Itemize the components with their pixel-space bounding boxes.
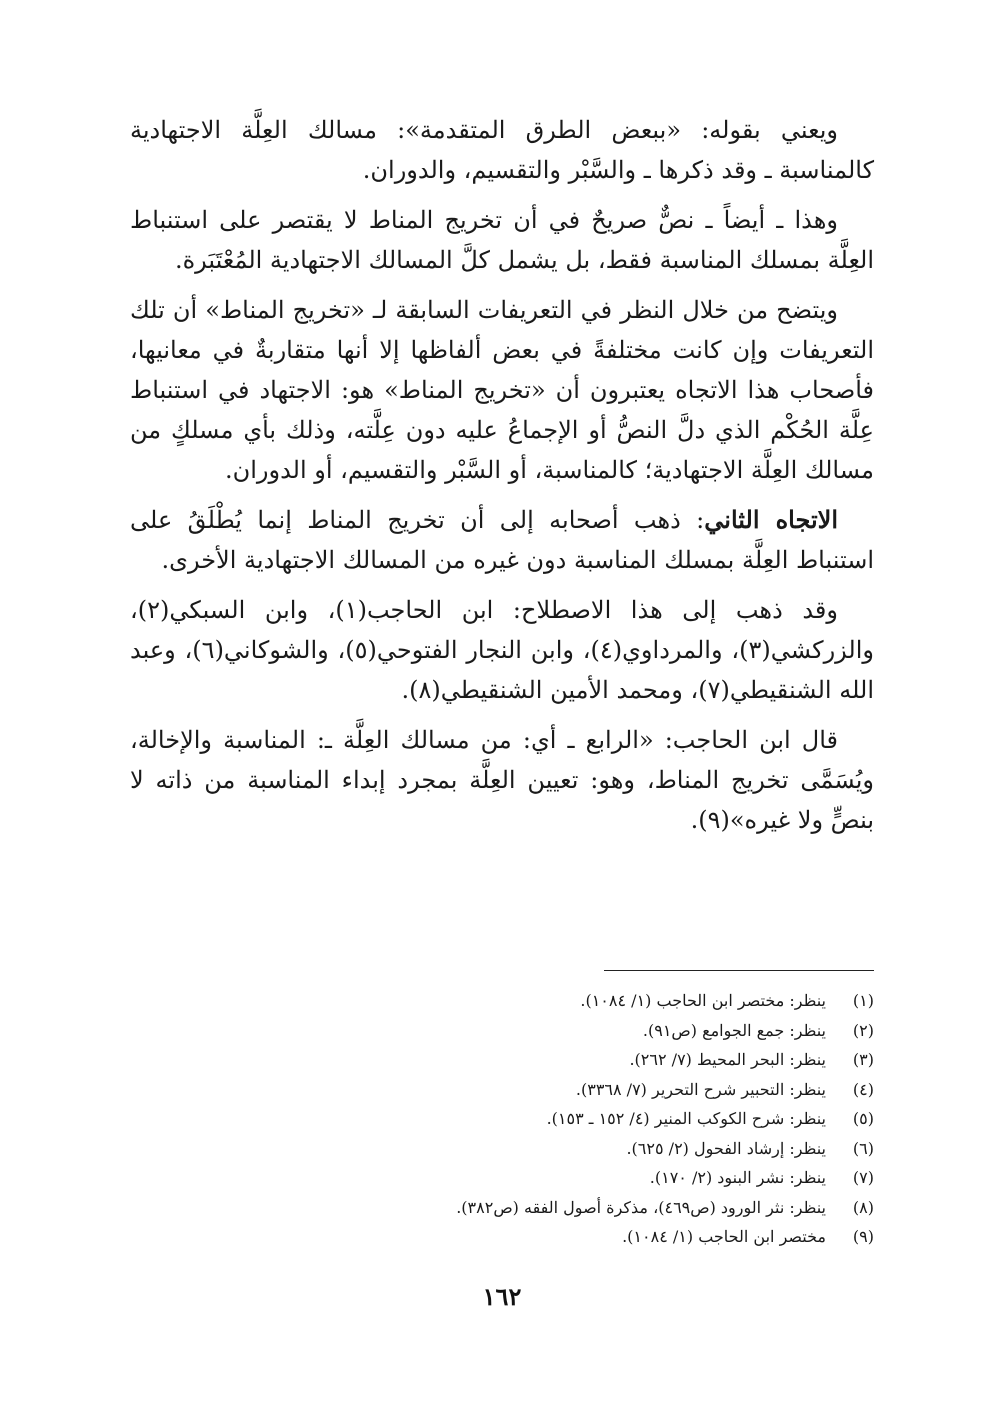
footnote: [130, 1222, 874, 1252]
footnote: [130, 1045, 874, 1075]
footnote-text: ينظر: إرشاد الفحول (٢/ ٦٢٥).: [626, 1138, 826, 1158]
footnote-number: (٢): [852, 1020, 874, 1040]
footnote-number: (٩): [852, 1227, 874, 1246]
footnote-separator: [604, 970, 874, 971]
paragraph-5: وقد ذهب إلى هذا الاصطلاح: ابن الحاجب(١)، وابن السبكي(٢)، والزركشي(٣)، والمرداوي(٤)، وابن النجار الفتوحي(٥)، والشوكاني(٦)، وعبد الله الشنقيطي(٧)، ومحمد الأمين الشنقيطي(٨).: [130, 596, 874, 704]
footnote-text: ينظر: شرح الكوكب المنير (٤/ ١٥٢ ـ ١٥٣).: [546, 1109, 826, 1128]
footnote: [130, 1016, 874, 1046]
footnote-text: مختصر ابن الحاجب (١/ ١٠٨٤).: [622, 1227, 826, 1246]
footnote-number: (٧): [852, 1168, 874, 1187]
main-text: [130, 110, 874, 850]
footnote: [130, 1193, 874, 1223]
footnote: [130, 1163, 874, 1193]
footnote: [130, 1104, 874, 1134]
paragraph-3: ويتضح من خلال النظر في التعريفات السابقة لـ «تخريج المناط» أن تلك التعريفات وإن كانت مختلفةً في بعض ألفاظها إلا أنها متقاربةٌ في معانيها، فأصحاب هذا الاتجاه يعتبرون أن «تخريج المناط» هو: الاجتهاد في استنباط عِلَّة الحُكْم الذي دلَّ النصُّ أو الإجماعُ عليه دون عِلَّته، وذلك بأي مسلكٍ من مسالك العِلَّة الاجتهادية؛ كالمناسبة، أو السَّبْر والتقسيم، أو الدوران.: [130, 296, 874, 484]
paragraph-4: [130, 500, 874, 580]
footnotes: [130, 986, 874, 1252]
footnote-number: (٦): [852, 1138, 874, 1158]
footnote-text: ينظر: نثر الورود (ص٤٦٩)، مذكرة أصول الفقه (ص٣٨٢).: [456, 1197, 826, 1217]
footnote-text: ينظر: نشر البنود (٢/ ١٧٠).: [649, 1168, 826, 1187]
footnote-text: ينظر: جمع الجوامع (ص٩١).: [642, 1020, 826, 1040]
footnote-number: (١): [852, 991, 874, 1010]
footnote: [130, 1075, 874, 1105]
footnote-text: ينظر: مختصر ابن الحاجب (١/ ١٠٨٤).: [580, 991, 826, 1010]
section-heading-inline: الاتجاه الثاني: [704, 505, 838, 534]
paragraph-4-text: : ذهب أصحابه إلى أن تخريج المناط إنما يُطْلَقُ على استنباط العِلَّة بمسلك المناسبة دون غيره من المسالك الاجتهادية الأخرى.: [130, 506, 874, 574]
footnote-text: ينظر: البحر المحيط (٧/ ٢٦٢).: [629, 1050, 826, 1069]
page-number: ١٦٢: [482, 1282, 522, 1311]
footnote-number: (٥): [852, 1109, 874, 1128]
paragraph-6: قال ابن الحاجب: «الرابع ـ أي: من مسالك العِلَّة ـ: المناسبة والإخالة، ويُسَمَّى تخريج المناط، وهو: تعيين العِلَّة بمجرد إبداء المناسبة من ذاته لا بنصٍّ ولا غيره»(٩).: [130, 726, 874, 834]
footnote-text: ينظر: التحبير شرح التحرير (٧/ ٣٣٦٨).: [575, 1079, 826, 1099]
paragraph-1: ويعني بقوله: «ببعض الطرق المتقدمة»: مسالك العِلَّة الاجتهادية كالمناسبة ـ وقد ذكرها ـ والسَّبْر والتقسيم، والدوران.: [130, 116, 874, 184]
paragraph-2: وهذا ـ أيضاً ـ نصٌّ صريحٌ في أن تخريج المناط لا يقتصر على استنباط العِلَّة بمسلك المناسبة فقط، بل يشمل كلَّ المسالك الاجتهادية المُعْتَبَرة.: [130, 206, 874, 274]
footnote-number: (٣): [852, 1050, 874, 1069]
footnote: [130, 1134, 874, 1164]
footnote: [130, 986, 874, 1016]
footnote-number: (٨): [852, 1197, 874, 1217]
footnote-number: (٤): [852, 1079, 874, 1099]
